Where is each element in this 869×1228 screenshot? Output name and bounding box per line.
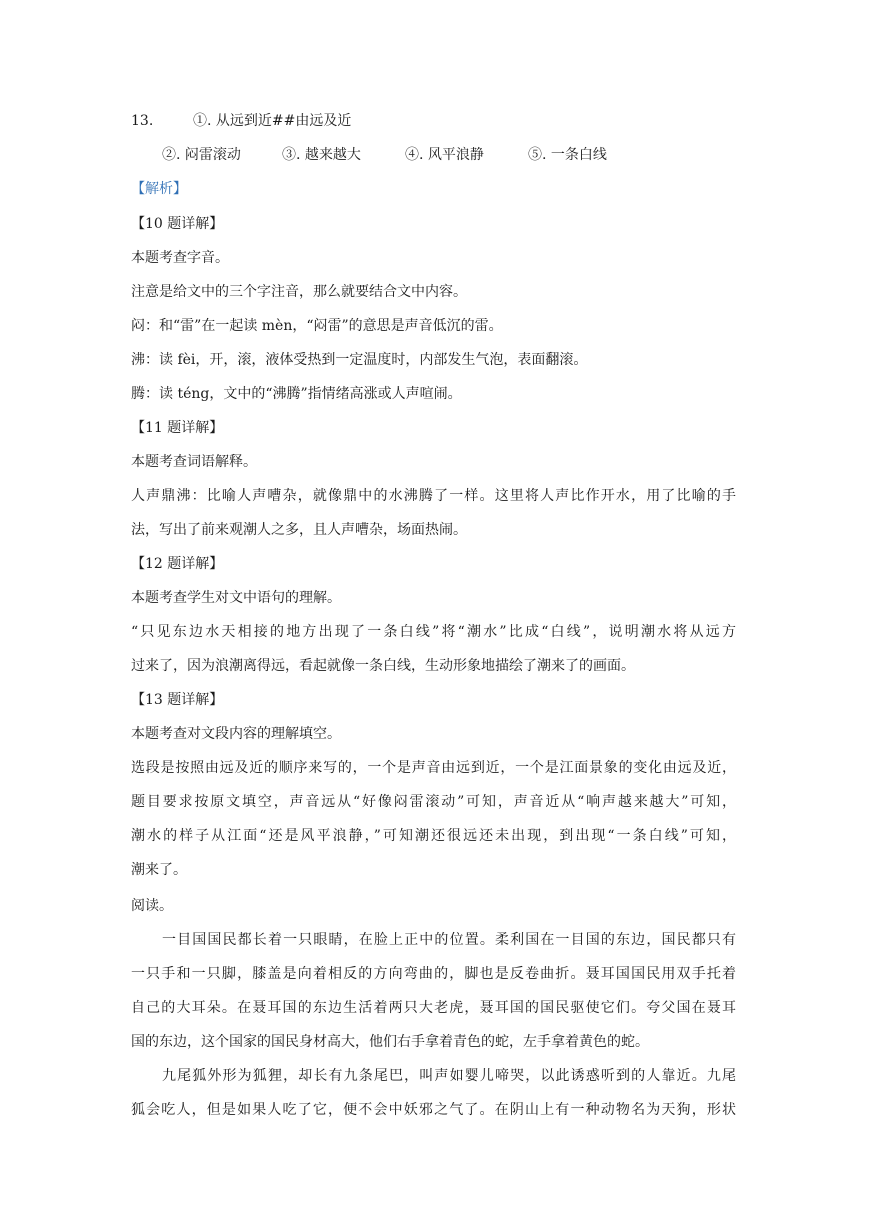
question-number: 13. xyxy=(131,113,154,129)
section-12-line: 过来了，因为浪潮离得远，看起就像一条白线，生动形象地描绘了潮来了的画面。 xyxy=(131,658,635,674)
section-13-line: 潮水的样子从江面“还是风平浪静，”可知潮还很远还未出现，到出现“一条白线”可知， xyxy=(131,828,736,844)
section-13-title: 【13 题详解】 xyxy=(131,692,224,708)
reading-paragraph-line: 狐会吃人，但是如果人吃了它，便不会中妖邪之气了。在阴山上有一种动物名为天狗，形状 xyxy=(131,1102,736,1118)
section-11-line: 法，写出了前来观潮人之多，且人声嘈杂，场面热闹。 xyxy=(131,522,467,538)
reading-paragraph-line: 自己的大耳朵。在聂耳国的东边生活着两只大老虎，聂耳国的国民驱使它们。夸父国在聂耳 xyxy=(131,1000,736,1016)
answer-5: ⑤. 一条白线 xyxy=(528,147,607,163)
section-10-line: 闷：和“雷”在一起读 mèn，“闷雷”的意思是声音低沉的雷。 xyxy=(131,318,503,334)
section-11-line: 本题考查词语解释。 xyxy=(131,454,257,470)
section-10-line: 腾：读 téng，文中的“沸腾”指情绪高涨或人声喧闹。 xyxy=(131,386,462,402)
answer-2: ②. 闷雷滚动 xyxy=(162,147,241,163)
section-13-line: 潮来了。 xyxy=(131,862,187,878)
answer-4: ④. 风平浪静 xyxy=(405,147,484,163)
answer-1: ①. 从远到近##由远及近 xyxy=(193,113,352,129)
section-12-title: 【12 题详解】 xyxy=(131,556,224,572)
reading-paragraph-line: 国的东边，这个国家的国民身材高大，他们右手拿着青色的蛇，左手拿着黄色的蛇。 xyxy=(131,1034,649,1050)
section-11-title: 【11 题详解】 xyxy=(131,420,224,436)
reading-paragraph-line: 九尾狐外形为狐狸，却长有九条尾巴，叫声如婴儿啼哭，以此诱惑听到的人靠近。九尾 xyxy=(162,1068,736,1084)
reading-label: 阅读。 xyxy=(131,898,173,914)
reading-paragraph-line: 一只手和一只脚，膝盖是向着相反的方向弯曲的，脚也是反卷曲折。聂耳国国民用双手托着 xyxy=(131,966,736,982)
answer-q13-row1 xyxy=(131,111,351,131)
section-12-line: 本题考查学生对文中语句的理解。 xyxy=(131,590,341,606)
section-10-line: 本题考查字音。 xyxy=(131,250,229,266)
section-10-line: 沸：读 fèi，开，滚，液体受热到一定温度时，内部发生气泡，表面翻滚。 xyxy=(131,352,588,368)
section-13-line: 本题考查对文段内容的理解填空。 xyxy=(131,726,341,742)
analysis-label: 【解析】 xyxy=(131,181,187,197)
section-10-line: 注意是给文中的三个字注音，那么就要结合文中内容。 xyxy=(131,284,467,300)
answer-3: ③. 越来越大 xyxy=(282,147,361,163)
reading-paragraph-line: 一目国国民都长着一只眼睛，在脸上正中的位置。柔利国在一目国的东边，国民都只有 xyxy=(162,932,736,948)
section-13-line: 题目要求按原文填空，声音远从“好像闷雷滚动”可知，声音近从“响声越来越大”可知， xyxy=(131,794,736,810)
answer-q13-row2 xyxy=(162,145,607,165)
section-13-line: 选段是按照由远及近的顺序来写的，一个是声音由远到近，一个是江面景象的变化由远及近， xyxy=(131,760,736,776)
section-12-line: “只见东边水天相接的地方出现了一条白线”将“潮水”比成“白线”，说明潮水将从远方 xyxy=(131,624,736,640)
section-11-line: 人声鼎沸：比喻人声嘈杂，就像鼎中的水沸腾了一样。这里将人声比作开水，用了比喻的手 xyxy=(131,488,736,504)
section-10-title: 【10 题详解】 xyxy=(131,216,224,232)
